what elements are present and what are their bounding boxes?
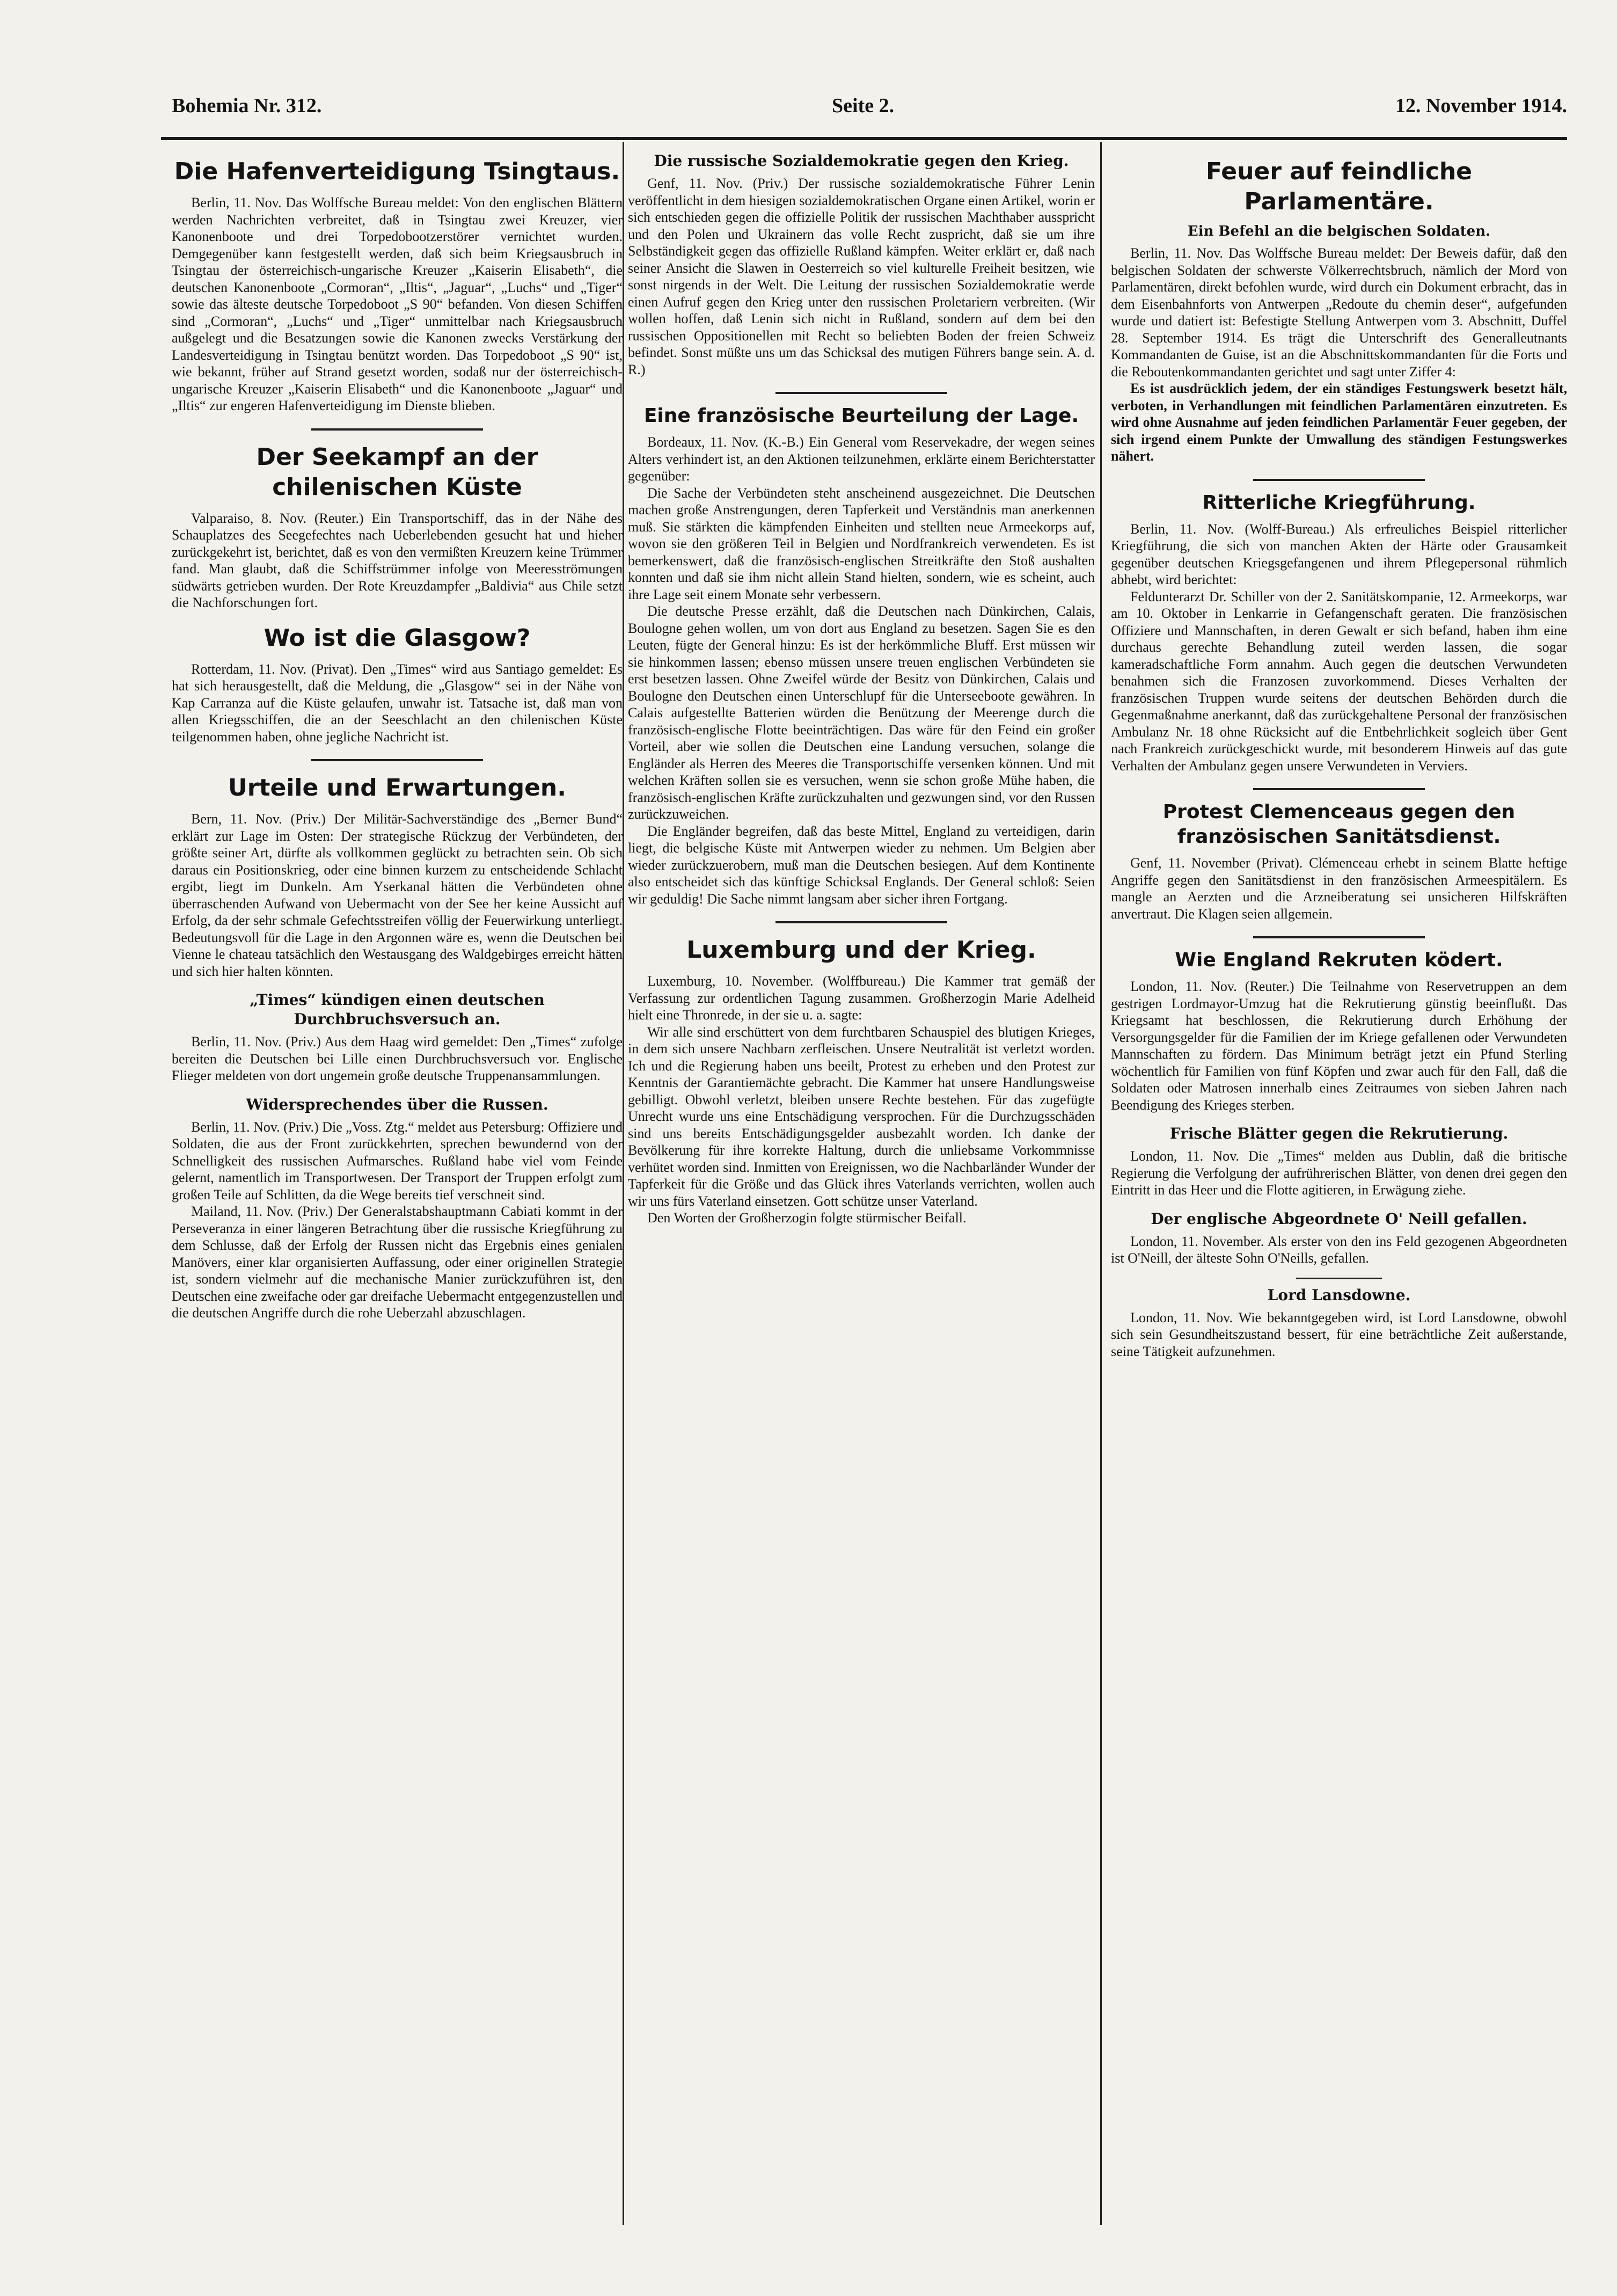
column-middle (628, 145, 1095, 2249)
column-left (172, 145, 623, 2249)
article-body: Rotterdam, 11. Nov. (Privat). Den „Times“ wird aus Santiago gemeldet: Es hat sich herausgestellt, daß die Meldung, die „Glasgow“ sei in der Nähe von Kap Carranza auf die Küste gelaufen, unwahr ist. Tatsache ist, daß man von allen Kriegsschiffen, die an der Seeschlacht an den chilenischen Küste teilgenommen haben, ohne jegliche Nachricht ist. (172, 661, 623, 745)
article-body: Die Sache der Verbündeten steht anscheinend ausgezeichnet. Die Deutschen machen große Anstrengungen, deren Tapferkeit und Verständnis man anerkennen muß. Sie stärkten die kämpfenden Einheiten und stellten neue Armeekorps auf, wovon sie den größeren Teil in Belgien und Nordfrankreich verwendeten. Es ist bemerkenswert, daß die französisch-englischen Streitkräfte den Stoß aushalten konnten und daß sie ihm nicht allein Stand hielten, sondern, wie es scheint, auch ihre Lage seit einem Monate sehr verbessern. (628, 485, 1095, 602)
article-body: Wir alle sind erschüttert von dem furchtbaren Schauspiel des blutigen Krieges, in dem sich unsere Nachbarn zerfleischen. Unsere Neutralität ist verletzt worden. Ich und die Regierung haben uns beeilt, Protest zu erheben und den Protest zur Kenntnis der Garantiemächte gebracht. Die Kammer hat unsere Handlungsweise gebilligt. Obwohl verletzt, bleiben unsere Rechte bestehen. Für das zugefügte Unrecht wurde uns eine Entschädigung versprochen. Für die Durchzugsschäden sind uns bereits Entschädigungsgelder ausbezahlt worden. Ich danke der Bevölkerung für ihre korrekte Haltung, durch die unliebsame Vorkommnisse verhütet worden sind. Inmitten von Ereignissen, wo die Nachbarländer Wunder der Tapferkeit für die Größe und das Glück ihres Vaterlands verrichten, wollen auch wir uns fürs Vaterland einsetzen. Gott schütze unser Vaterland. (628, 1024, 1095, 1209)
article-subheadline: Ein Befehl an die belgischen Soldaten. (1187, 223, 1491, 239)
article-seekampf (172, 442, 623, 611)
article-body: Berlin, 11. Nov. Das Wolffsche Bureau meldet: Der Beweis dafür, daß den belgischen Soldaten der schwerste Völkerrechtsbruch, nämlich der Mord von Parlamentären, direkt befohlen wurde, wird durch ein Dokument erbracht, das in dem Eisenbahnforts von Antwerpen „Redoute du chemin deser“, aufgefunden wurde und datiert ist: Befestigte Stellung Antwerpen vom 3. Abschnitt, Duffel 28. September 1914. Es trägt die Unterschrift des Generalleutnants Kommandanten de Guise, ist an die Abschnittskommandanten für die Forts und die Reboutenkommandanten gerichtet und sagt unter Ziffer 4: (1111, 245, 1567, 380)
article-body: Berlin, 11. Nov. (Wolff-Bureau.) Als erfreuliches Beispiel ritterlicher Kriegführung, die sich von manchen Akten der Härte oder Grausamkeit gegenüber deutschen Kriegsgefangenen und ihrem Pflegepersonal rühmlich abhebt, wird berichtet: (1111, 521, 1567, 587)
article-body: London, 11. Nov. (Reuter.) Die Teilnahme von Reservetruppen an dem gestrigen Lordmayor-Umzug hat die Rekrutierung günstig beeinflußt. Das Kriegsamt hat beschlossen, die Rekrutierung durch Erhöhung der Versorgungsgelder für die Familien der im Kriege gefallenen oder Verwundeten Mannschaften zu fördern. Das Minimum beträgt jetzt ein Pfund Sterling wöchentlich für Familien von fünf Köpfen und zwar auch für den Fall, daß die Soldaten oder Matrosen innerhalb eines Zeitraumes von sieben Jahren nach Beendigung des Krieges sterben. (1111, 979, 1567, 1113)
article-headline: Wo ist die Glasgow? (264, 624, 531, 652)
article-headline: Protest Clemenceaus gegen den französischen Sanitätsdienst. (1162, 801, 1516, 848)
masthead (161, 94, 1567, 142)
article-body: Luxemburg, 10. November. (Wolffbureau.) Die Kammer trat gemäß der Verfassung zur ordentlichen Tagung zusammen. Großherzogin Marie Adelheid hielt eine Thronrede, in der sie u. a. sagte: (628, 973, 1095, 1023)
article-lansdowne (1111, 1286, 1567, 1360)
article-times-durchbruch (172, 990, 623, 1084)
article-headline: Eine französische Beurteilung der Lage. (643, 405, 1079, 427)
article-body: Mailand, 11. Nov. (Priv.) Der Generalstabshauptmann Cabiati kommt in der Perseveranza in einer längeren Betrachtung über die russische Kriegführung zu dem Schlusse, daß der Erfolg der Russen nicht das Ergebnis eines genialen Manövers, einer klar organisierten Auffassung, oder einer originellen Strategie ist, sondern vielmehr auf die mechanische Manier zurückzuführen ist, den Deutschen eine zweifache oder gar dreifache Uebermacht entgegenzustellen und die deutschen Angriffe durch die rohe Ueberzahl abzuschlagen. (172, 1204, 623, 1321)
issue-date: 12. November 1914. (1395, 94, 1567, 117)
article-body: Die Engländer begreifen, daß das beste Mittel, England zu verteidigen, darin liegt, die belgische Küste mit Antwerpen wieder zu nehmen. Um Belgien aber wieder zurückzuerobern, muß man die Deutschen besiegen. Auf dem Kontinente also entscheidet sich das künftige Schicksal Englands. Der General schloß: Seien wir geduldig! Die Sache nimmt langsam aber sicher ihren Fortgang. (628, 823, 1095, 907)
article-luxemburg (628, 935, 1095, 1227)
article-headline: Lord Lansdowne. (1267, 1286, 1411, 1304)
article-body: London, 11. Nov. Wie bekanntgegeben wird, ist Lord Lansdowne, obwohl sich sein Gesundheitszustand bessert, für eine beträchtliche Zeit außerstande, seine Tätigkeit aufzunehmen. (1111, 1309, 1567, 1359)
article-ritterliche-kriegfuehrung (1111, 491, 1567, 775)
article-separator (311, 759, 483, 761)
article-headline: Urteile und Erwartungen. (228, 774, 566, 801)
article-headline: Luxemburg und der Krieg. (686, 936, 1036, 964)
article-body: Bordeaux, 11. Nov. (K.-B.) Ein General vom Reservekadre, der wegen seines Alters verhindert ist, an den Aktionen teilzunehmen, erklärte einem Berichterstatter gegenüber: (628, 434, 1095, 484)
article-headline: Die Hafenverteidigung Tsingtaus. (174, 158, 620, 185)
article-headline: Frische Blätter gegen die Rekrutierung. (1169, 1125, 1509, 1142)
article-separator (1253, 788, 1425, 790)
article-body: Es ist ausdrücklich jedem, der ein ständiges Festungswerk besetzt hält, verboten, in Verhandlungen mit feindlichen Parlamentären einzutreten. Es wird ohne Ausnahme auf jeden feindlichen Parlamentär Feuer gegeben, der sich irgend einem Punkte der Umwallung des ständigen Festungswerkes nähert. (1111, 381, 1567, 464)
article-body: Berlin, 11. Nov. (Priv.) Die „Voss. Ztg.“ meldet aus Petersburg: Offiziere und Soldaten, die aus der Front zurückkehrten, sprechen bewundernd von der Schnelligkeit des russischen Aufmarsches. Rußland habe viel vom Feinde gelernt, namentlich im Transportwesen. Der Transport der Truppen erfolgt zum großen Teile auf Schlitten, da die Wege bereits tief verschneit sind. (172, 1119, 623, 1202)
article-body: Bern, 11. Nov. (Priv.) Der Militär-Sachverständige des „Berner Bund“ erklärt zur Lage im Osten: Der strategische Rückzug der Verbündeten, der größte seiner Art, dürfte als vollkommen geglückt zu betrachten sein. Ob sich daraus ein Positionskrieg, oder eine binnen kurzem zu entscheidende Schlacht ergibt, liegt im Dunkeln. Am Yserkanal hätten die Verbündeten ohne überraschenden Aufwand von Uebermacht von der See her keine Aussicht auf Erfolg, da der sehr schmale Gefechtsstreifen völlig der Feuerwirkung unterliegt. Bedeutungsvoll für die Lage in den Argonnen wäre es, wenn die Deutschen bei Vienne le chateau tatsächlich den Westausgang des Waldgebirges erreicht hätten und sich hier halten könnten. (172, 811, 623, 979)
article-body: Valparaiso, 8. Nov. (Reuter.) Ein Transportschiff, das in der Nähe des Schauplatzes des Seegefechtes nach Ueberlebenden gesucht hat und hieher zurückgekehrt ist, berichtet, daß es von den vermißten Kreuzern keine Trümmer fand. Man glaubt, daß die Schiffstrümmer infolge von Meeresströmungen südwärts getrieben wurden. Der Rote Kreuzdampfer „Baldivia“ aus Chile setzt die Nachforschungen fort. (172, 510, 623, 610)
article-separator (775, 921, 947, 923)
article-separator (1296, 1278, 1382, 1279)
article-body: Den Worten der Großherzogin folgte stürmischer Beifall. (647, 1210, 967, 1226)
article-headline: Die russische Sozialdemokratie gegen den Krieg. (654, 152, 1069, 170)
article-headline: „Times“ kündigen einen deutschen Durchbruchsversuch an. (250, 991, 545, 1028)
article-body: Berlin, 11. Nov. Das Wolffsche Bureau meldet: Von den englischen Blättern werden Nachrichten verbreitet, daß in Tsingtau zwei Kreuzer, vier Kanonenboote und drei Torpedobootzerstörer vernichtet wurden. Demgegenüber kann festgestellt werden, daß sich beim Kriegsausbruch in Tsingtau der österreichisch-ungarische Kreuzer „Kaiserin Elisabeth“, die deutschen Kanonenboote „Cormoran“, „Iltis“, „Jaguar“, „Luchs“ und „Tiger“ sowie das älteste deutsche Torpedoboot „S 90“ befanden. Von diesen Schiffen sind „Cormoran“, „Luchs“ und „Tiger“ unmittelbar nach Kriegsausbruch außgelegt und die Besatzungen sowie die Kanonen zwecks Verstärkung der Landesverteidigung in Tsingtau benützt worden. Das Torpedoboot „S 90“ ist, wie bekannt, früher auf Strand gesetzt worden, sodaß nur der österreichisch-ungarische Kreuzer „Kaiserin Elisabeth“ und die Kanonenboote „Jaguar“ und „Iltis“ zur engeren Hafenverteidigung im Dienste blieben. (172, 195, 623, 413)
article-headline: Wie England Rekruten ködert. (1175, 949, 1503, 971)
article-russen (172, 1095, 623, 1322)
article-body: London, 11. Nov. Die „Times“ melden aus Dublin, daß die britische Regierung die Verfolgung der aufrührerischen Blätter, von denen drei gegen den Eintritt in das Heer und die Flotte agitieren, in Erwägung ziehe. (1111, 1148, 1567, 1198)
article-body: Genf, 11. November (Privat). Clémenceau erhebt in seinem Blatte heftige Angriffe gegen den Sanitätsdienst in den französischen Armeespitälern. Es mangle an Aerzten und die Arzneiberatung sei unsicheren Hilfskräften anvertraut. Die Klagen seien allgemein. (1111, 855, 1567, 922)
article-headline: Feuer auf feindliche Parlamentäre. (1205, 158, 1473, 215)
column-divider (1100, 142, 1102, 2225)
article-headline: Ritterliche Kriegführung. (1202, 491, 1476, 514)
article-irische-blaetter (1111, 1124, 1567, 1199)
article-body: Berlin, 11. Nov. (Priv.) Aus dem Haag wird gemeldet: Den „Times“ zufolge bereiten die Deutschen bei Lille einen Durchbruchsversuch vor. Englische Flieger meldeten von dort ungemein große deutsche Truppenansammlungen. (172, 1034, 623, 1083)
article-sozialdemokratie (628, 151, 1095, 378)
article-separator (311, 428, 483, 431)
article-headline: Der englische Abgeordnete O' Neill gefallen. (1151, 1209, 1527, 1228)
article-parlamentaere (1111, 157, 1567, 465)
article-oneill (1111, 1209, 1567, 1267)
article-separator (1253, 479, 1425, 481)
article-body: London, 11. November. Als erster von den ins Feld gezogenen Abgeordneten ist O'Neill, der älteste Sohn O'Neills, gefallen. (1111, 1233, 1567, 1266)
article-body: Feldunterarzt Dr. Schiller von der 2. Sanitätskompanie, 12. Armeekorps, war am 10. Oktober in Lenkarrie in Gefangenschaft geraten. Die französischen Offiziere und Mannschaften, in deren Gewalt er sich befand, haben ihm eine durchaus gerechte Behandlung zuteil werden lassen, die sogar kameradschaftliche Form annahm. Auch gegen die deutschen Verwundeten benahmen sich die Franzosen zuvorkommend. Dieses Verhalten der französischen Truppen wurde seitens der deutschen Behörden durch die Gegenmaßnahme anerkannt, daß das zurückgehaltene Personal der französischen Ambulanz Nr. 18 ohne Rücksicht auf die Entbehrlichkeit sogleich über Gent nach Frankreich zurückgeschickt wurde, mit besonderem Hinweis auf das gute Verhalten der Ambulanz gegen unsere Verwundeten in Verviers. (1111, 588, 1567, 774)
article-clemenceau (1111, 800, 1567, 922)
column-right (1111, 145, 1567, 2249)
article-body: Die deutsche Presse erzählt, daß die Deutschen nach Dünkirchen, Calais, Boulogne gehen wollen, um von dort aus England zu besetzen. Sagen Sie es den Leuten, fügte der General hinzu: Es ist der herkömmliche Bluff. Erst müssen wir sie hinkommen lassen; ebenso müssen unsere treuen englischen Verbündeten sie erst besetzen lassen. Ohne Zweifel würde der Besitz von Dünkirchen, Calais und Boulogne den Deutschen einen Unterschlupf für die Unterseeboote gewähren. In Calais aufgestellte Batterien würden die Benützung der Meerenge durch die französisch-englische Flotte beeinträchtigen. Das wäre für den Feind ein großer Vorteil, aber wie sollen die Deutschen eine Landung versuchen, solange die Engländer als Herren des Meeres die Transportschiffe versenken können. Und mit welchen Kräften sollen sie es versuchen, wenn sie schon große Mühe haben, die französisch-englischen Kräfte zurückzuhalten und gezwungen sind, vor den Russen zurückzuweichen. (628, 603, 1095, 822)
article-rekruten (1111, 948, 1567, 1113)
article-tsingtau (172, 157, 623, 414)
article-glasgow (172, 623, 623, 746)
article-separator (1253, 936, 1425, 938)
article-separator (775, 392, 947, 394)
article-body: Genf, 11. Nov. (Priv.) Der russische sozialdemokratische Führer Lenin veröffentlicht in dem hiesigen sozialdemokratischen Organe einen Artikel, worin er sich entschieden gegen die offizielle Politik der russischen Machthaber ausspricht und den Polen und Ukrainern das volle Recht zuspricht, daß sie um ihre Selbständigkeit gegen das offizielle Rußland kämpfen. Weiter erklärt er, daß nach seiner Ansicht die Slawen in Oesterreich so viel kulturelle Freiheit besitzen, wie sonst nirgends in der Welt. Die Leitung der russischen Sozialdemokratie werde einen Aufruf gegen den Krieg unter den russischen Proletariern verbreiten. (Wir wollen hoffen, daß Lenin sich nicht in Rußland, sondern auf dem bei den russischen Oppositionellen mit Recht so beliebten Boden der freien Schweiz befindet. Sonst müßte uns um das Schicksal des mutigen Führers bange sein. A. d. R.) (628, 176, 1095, 377)
article-urteile (172, 773, 623, 980)
page-number: Seite 2. (832, 94, 895, 117)
header-rule (161, 137, 1567, 140)
article-franzoesische-beurteilung (628, 404, 1095, 907)
article-headline: Der Seekampf an der chilenischen Küste (256, 443, 538, 501)
article-headline: Widersprechendes über die Russen. (246, 1095, 548, 1113)
column-divider (623, 142, 624, 2225)
paper-issue: Bohemia Nr. 312. (172, 94, 322, 117)
